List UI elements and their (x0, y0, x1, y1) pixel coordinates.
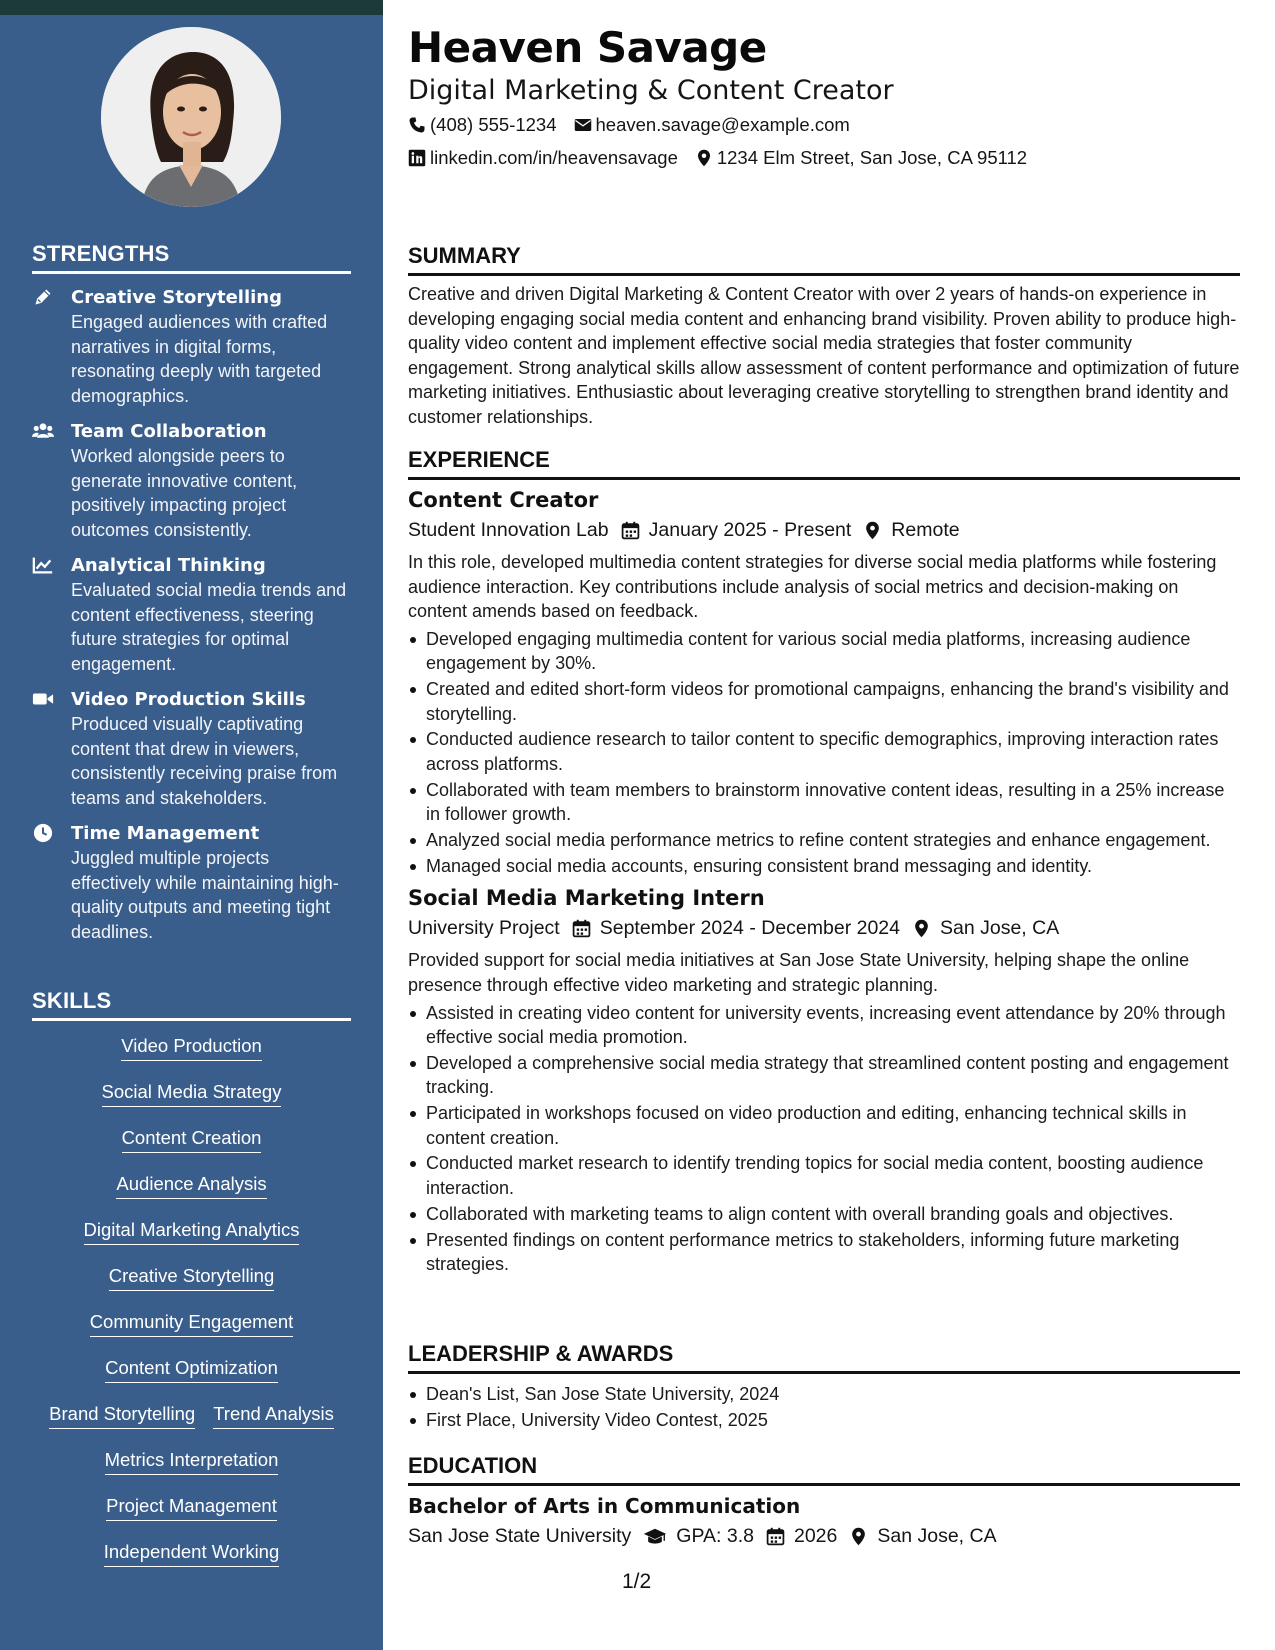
awards-heading: LEADERSHIP & AWARDS (408, 1340, 1240, 1374)
linkedin-contact[interactable] (408, 146, 678, 170)
users-icon (32, 421, 56, 441)
map-marker-icon (912, 919, 931, 938)
skill-tag: Audience Analysis (116, 1171, 266, 1199)
address-text: 1234 Elm Street, San Jose, CA 95112 (716, 147, 1028, 168)
skill-tag: Brand Storytelling (49, 1401, 195, 1429)
strength-description: Worked alongside peers to generate innovative content, positively impacting project outcomes consistently. (71, 446, 298, 540)
job-description: Provided support for social media initiatives at San Jose State University, helping shape the online presence through effective video marketing and strategic planning. (408, 950, 1190, 995)
job-meta (408, 914, 1240, 942)
strength-item (32, 822, 351, 944)
phone-icon (408, 116, 426, 134)
chart-line-icon (32, 555, 56, 575)
summary-heading: SUMMARY (408, 242, 1240, 276)
awards-section (408, 1340, 1240, 1434)
email-text: heaven.savage@example.com (595, 114, 850, 135)
strength-item (32, 420, 351, 542)
video-camera-icon (32, 689, 56, 709)
job-location: San Jose, CA (939, 917, 1060, 940)
education-heading: EDUCATION (408, 1452, 1240, 1486)
job-title: Social Media Marketing Intern (408, 886, 765, 911)
sidebar-top-bar (0, 0, 383, 15)
skill-tag: Trend Analysis (213, 1401, 334, 1429)
job-dates: September 2024 - December 2024 (599, 917, 900, 940)
skill-tag: Metrics Interpretation (105, 1447, 279, 1475)
job-bullet: Conducted audience research to tailor content to specific demographics, improving interaction rates across platforms. (408, 727, 1240, 776)
awards-list (408, 1382, 1240, 1432)
skills-list (32, 1033, 351, 1585)
skill-tag: Creative Storytelling (109, 1263, 275, 1291)
strength-description: Juggled multiple projects effectively while maintaining high-quality outputs and meeting tight deadlines. (71, 848, 339, 942)
envelope-icon (574, 116, 592, 134)
strength-item (32, 688, 351, 810)
candidate-name: Heaven Savage (408, 23, 767, 72)
strength-title: Time Management (71, 823, 260, 844)
map-marker-icon (849, 1527, 868, 1546)
skills-heading: SKILLS (32, 988, 351, 1021)
skill-tag: Content Creation (122, 1125, 262, 1153)
strength-title: Video Production Skills (71, 689, 306, 710)
job-bullet: Collaborated with marketing teams to align content with overall branding goals and objectives. (408, 1202, 1240, 1226)
contact-row (408, 113, 867, 137)
award-item: Dean's List, San Jose State University, 2024 (408, 1382, 1240, 1406)
graduation-year: 2026 (793, 1525, 838, 1547)
strength-item (32, 554, 351, 676)
summary-text: Creative and driven Digital Marketing & Content Creator with over 2 years of hands-on experience in developing engaging social media content and enhancing brand visibility. Proven ability to produce high-quality video content and implement effective social media strategies that foster community engagement. Strong analytical skills allow assessment of content performance and optimization of future marketing initiatives. Enthusiastic about leveraging creative storytelling to strengthen brand identity and customer relationships. (408, 284, 1240, 427)
contact-row (408, 146, 1044, 170)
strength-description: Evaluated social media trends and content effectiveness, steering future strategies for optimal engagement. (71, 580, 347, 674)
strength-description: Engaged audiences with crafted narratives in digital forms, resonating deeply with targeted demographics. (71, 312, 328, 406)
job-description: In this role, developed multimedia content strategies for diverse social media platforms while fostering audience interaction. Key contributions include analysis of social metrics and decision-making on content amends based on feedback. (408, 552, 1217, 622)
gpa: GPA: 3.8 (676, 1525, 754, 1547)
job-bullet: Developed engaging multimedia content for various social media platforms, increasing audience engagement by 30%. (408, 627, 1240, 676)
job-bullet: Assisted in creating video content for university events, increasing event attendance by 20% through effective social media promotion. (408, 1001, 1240, 1050)
job-company: Student Innovation Lab (408, 519, 609, 541)
skill-tag: Project Management (106, 1493, 277, 1521)
school-name: San Jose State University (408, 1525, 632, 1547)
job-bullet: Managed social media accounts, ensuring consistent brand messaging and identity. (408, 854, 1240, 878)
degree-title: Bachelor of Arts in Communication (408, 1494, 801, 1518)
award-item: First Place, University Video Contest, 2025 (408, 1408, 1240, 1432)
skill-tag: Digital Marketing Analytics (84, 1217, 300, 1245)
phone-contact[interactable] (408, 113, 557, 137)
experience-section (408, 446, 1240, 1278)
calendar-icon (572, 919, 591, 938)
education-meta (408, 1522, 1240, 1550)
email-contact[interactable] (574, 113, 850, 137)
skills-section (32, 988, 351, 1585)
skill-tag: Community Engagement (90, 1309, 294, 1337)
strength-title: Creative Storytelling (71, 287, 282, 308)
job-bullet: Conducted market research to identify trending topics for social media content, boosting audience interaction. (408, 1151, 1240, 1200)
job-dates: January 2025 - Present (648, 519, 852, 541)
address-contact (695, 146, 1027, 170)
page-number: 1/2 (622, 1570, 652, 1593)
calendar-icon (621, 521, 640, 540)
strength-title: Analytical Thinking (71, 555, 266, 576)
job-bullet: Analyzed social media performance metrics to refine content strategies and enhance engagement. (408, 828, 1240, 852)
phone-text: (408) 555-1234 (430, 114, 557, 135)
job-bullets (408, 1001, 1240, 1277)
job-bullets (408, 627, 1240, 879)
education-section (408, 1452, 1240, 1550)
candidate-title: Digital Marketing & Content Creator (408, 75, 894, 106)
job-entry (408, 486, 1240, 878)
job-entry (408, 884, 1240, 1276)
experience-heading: EXPERIENCE (408, 446, 1240, 480)
job-title: Content Creator (408, 488, 599, 512)
summary-section (408, 242, 1240, 430)
skill-tag: Social Media Strategy (102, 1079, 282, 1107)
sidebar (0, 0, 383, 1650)
linkedin-icon (408, 149, 426, 167)
map-marker-icon (695, 149, 713, 167)
strength-item (32, 286, 351, 408)
linkedin-text: linkedin.com/in/heavensavage (430, 147, 678, 168)
avatar (101, 27, 281, 207)
calendar-icon (766, 1527, 785, 1546)
job-bullet: Developed a comprehensive social media strategy that streamlined content posting and engagement tracking. (408, 1051, 1240, 1100)
clock-icon (32, 823, 56, 843)
strengths-section (32, 241, 351, 944)
education-location: San Jose, CA (877, 1525, 997, 1547)
skill-tag: Video Production (121, 1033, 262, 1061)
skill-tag: Content Optimization (105, 1355, 278, 1383)
job-company: University Project (408, 917, 560, 940)
job-bullet: Presented findings on content performance metrics to stakeholders, informing future marketing strategies. (408, 1228, 1240, 1277)
skill-tag: Independent Working (104, 1539, 280, 1567)
job-bullet: Collaborated with team members to brainstorm innovative content ideas, resulting in a 25% increase in follower growth. (408, 778, 1240, 827)
strength-description: Produced visually captivating content that drew in viewers, consistently receiving praise from teams and stakeholders. (71, 714, 338, 808)
graduation-cap-icon (643, 1527, 667, 1546)
job-location: Remote (891, 519, 960, 541)
map-marker-icon (863, 521, 882, 540)
pencil-icon (32, 287, 56, 307)
job-bullet: Created and edited short-form videos for promotional campaigns, enhancing the brand's visibility and storytelling. (408, 677, 1240, 726)
job-bullet: Participated in workshops focused on video production and editing, enhancing technical skills in content creation. (408, 1101, 1240, 1150)
strength-title: Team Collaboration (71, 421, 267, 442)
strengths-heading: STRENGTHS (32, 241, 351, 274)
job-meta (408, 516, 1240, 544)
